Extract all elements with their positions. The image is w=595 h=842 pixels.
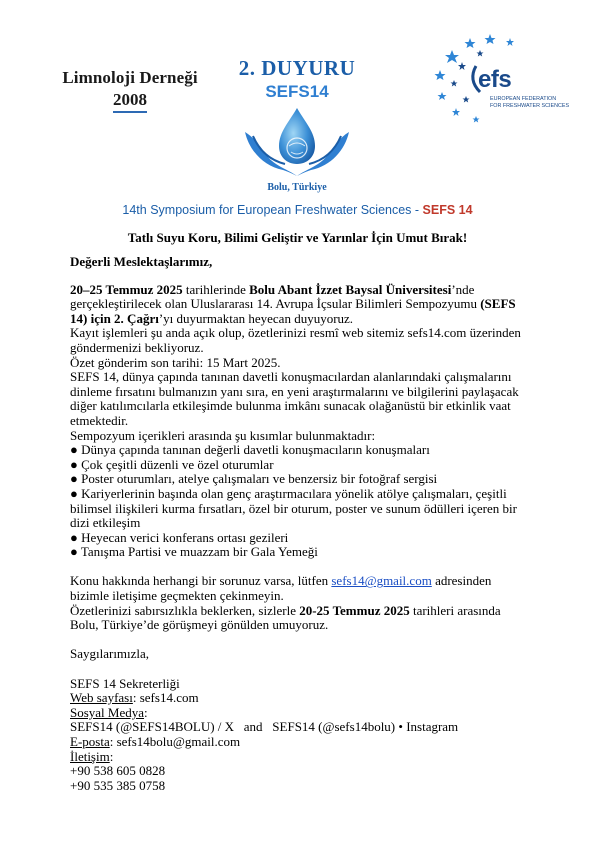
deadline-text: Özet gönderim son tarihi: 15 Mart 2025. (70, 354, 281, 370)
secretariat-name: SEFS 14 Sekreterliği (70, 675, 180, 691)
letter-body (70, 255, 530, 793)
email-line (70, 735, 530, 750)
closing-paragraph: Özetlerinizi sabırsızlıkla beklerken, sizlerle 20-25 Temmuz 2025 tarihleri arasında Bolu, Türkiye’de görüşmeyi gönülden umuyoruz. (70, 602, 501, 633)
contact-paragraph: Konu hakkında herhangi bir sorunuz varsa, lütfen sefs14@gmail.com adresinden bizimle iletişime geçmekten çekinmeyin. (70, 573, 492, 604)
social-label-line: Sosyal Medya: (70, 704, 148, 720)
social-label: Sosyal Medya (70, 704, 145, 720)
slogan: Tatlı Suyu Koru, Bilimi Geliştir ve Yarınlar İçin Umut Bırak! (127, 230, 468, 245)
contact-label: İletişim (70, 748, 110, 764)
intro-date: 20–25 Temmuz 2025 (70, 281, 183, 297)
email-value: : sefs14bolu@gmail.com (109, 734, 241, 749)
symposium-subtitle (0, 203, 595, 217)
bullet-item: ● Kariyerlerinin başında olan genç araştırmacılara yönelik atölye çalışmaları, çeşitli bilimsel ilişkileri kurma fırsatları, özel bir oturum, poster ve sunum ödülleri içeren bir dizi etkileşim (70, 485, 517, 531)
social-accounts: SEFS14 (@SEFS14BOLU) / X and SEFS14 (@sefs14bolu) • Instagram (70, 719, 459, 735)
efs-name-line2: FOR FRESHWATER SCIENCES (490, 103, 570, 109)
greeting: Değerli Meslektaşlarımız, (70, 254, 213, 269)
bullet-item: ● Tanışma Partisi ve muazzam bir Gala Yemeği (70, 544, 318, 560)
limnoloji-logo (60, 68, 200, 113)
sections-intro: Sempozyum içerikleri arasında şu kısımlar bulunmaktadır: (70, 427, 376, 443)
web-line (70, 691, 530, 706)
association-year: 2008 (113, 90, 147, 113)
efs-abbr: efs (478, 66, 512, 93)
contact-label-line: İletişim: (70, 748, 114, 764)
intro-call: (SEFS 14) için 2. Çağrı (70, 296, 516, 326)
event-location: Bolu, Türkiye (267, 182, 327, 193)
bullet-item: ● Dünya çapında tanınan değerli davetli konuşmacıların konuşmaları (70, 442, 430, 458)
association-name: Limnoloji Derneği (62, 68, 198, 87)
intro-paragraph: 20–25 Temmuz 2025 tarihlerinde Bolu Abant İzzet Baysal Üniversitesi’nde gerçekleştirilecek olan Uluslararası 14. Avrupa İçsular Bilimleri Sempozyumu (SEFS 14) için 2. Çağrı’yı duyurmaktan heyecan duyuyoruz. (70, 281, 516, 326)
regards: Saygılarımızla, (70, 646, 150, 662)
phone-number: +90 538 605 0828 (70, 763, 166, 779)
efs-name-line1: EUROPEAN FEDERATION (490, 96, 557, 102)
web-label: Web sayfası (70, 690, 133, 706)
bullet-item: ● Poster oturumları, atelye çalışmaları ve benzersiz bir fotoğraf sergisi (70, 471, 438, 487)
description-text: SEFS 14, dünya çapında tanınan davetli konuşmacılardan alanlarındaki çalışmalarını dinleme fırsatını bulmanızın yanı sıra, en yeni araştırmalarını ve bilgilerini paylaşacak diğer katılımcılarla etkileşimde bulunma imkânı sunacak olağanüstü bir etkinlik vaat etmektedir. (70, 369, 519, 428)
efs-full-name (490, 96, 580, 110)
contact-email-link[interactable]: sefs14@gmail.com (331, 573, 432, 589)
closing-dates: 20-25 Temmuz 2025 (299, 602, 410, 618)
email-label: E-posta (70, 734, 110, 749)
bullet-item: ● Heyecan verici konferans ortası gezileri (70, 529, 289, 545)
water-drop-hands-icon (239, 106, 355, 180)
subtitle-highlight: SEFS 14 (422, 203, 473, 217)
bullet-item: ● Çok çeşitli düzenli ve özel oturumlar (70, 456, 274, 472)
sefs14-logo (222, 56, 372, 193)
registration-text: Kayıt işlemleri şu anda açık olup, özetlerinizi resmî web sitemiz sefs14.com üzerinden göndermenizi bekliyoruz. (70, 325, 521, 355)
event-name: SEFS14 (265, 82, 329, 101)
subtitle-text: 14th Symposium for European Freshwater Sciences - (122, 203, 423, 217)
web-value: : sefs14.com (132, 690, 199, 706)
announcement-title: 2. DUYURU (238, 56, 356, 80)
efs-logo (430, 30, 575, 125)
intro-university: Bolu Abant İzzet Baysal Üniversitesi (249, 281, 452, 297)
phone-number: +90 535 385 0758 (70, 777, 166, 793)
